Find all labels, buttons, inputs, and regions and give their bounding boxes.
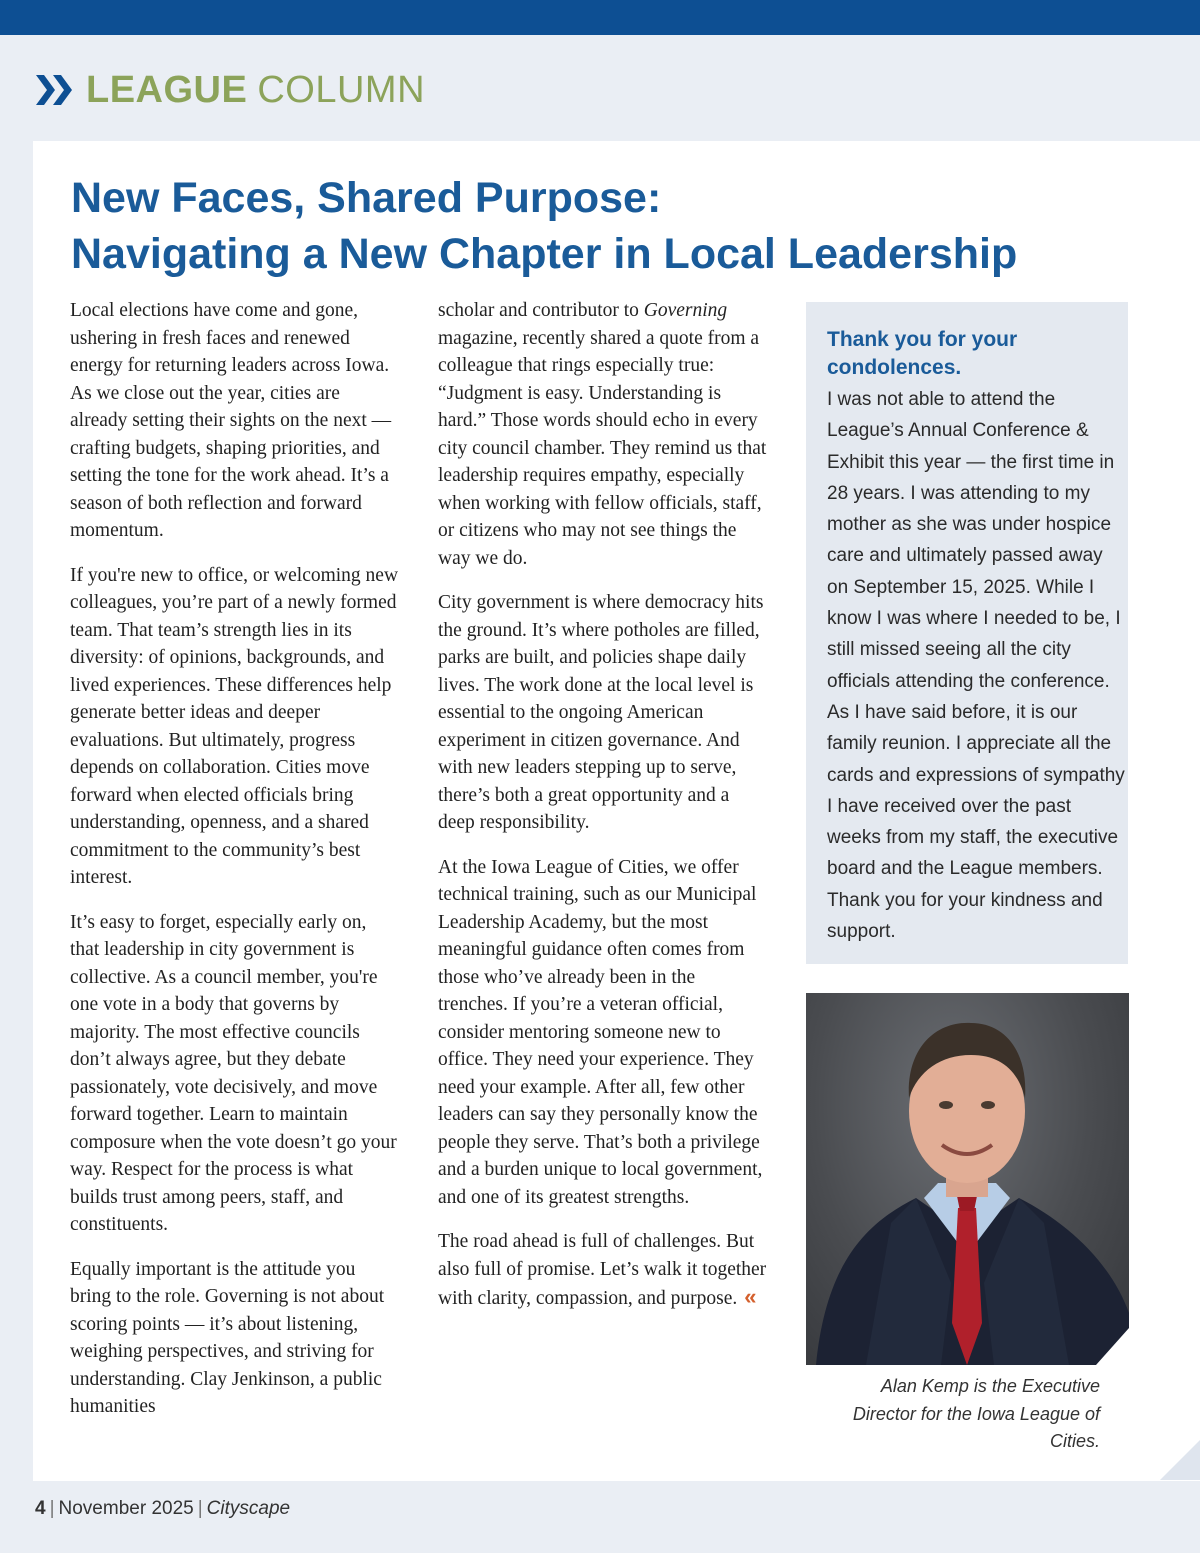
headline-line-2: Navigating a New Chapter in Local Leadership xyxy=(71,230,1018,278)
double-chevron-right-icon xyxy=(36,73,76,107)
paragraph: At the Iowa League of Cities, we offer technical training, such as our Municipal Leadership Academy, but the most meaningful guidance often comes from those who’ve already been in the trenches. If you’re a veteran official, consider mentoring someone new to office. They need your experience. They need your example. After all, few other leaders can say they personally know the people they serve. That’s both a privilege and a burden unique to local government, and one of its greatest strengths. xyxy=(438,856,763,1208)
article-column-2 xyxy=(438,297,768,1330)
magazine-name: Cityscape xyxy=(206,1498,291,1519)
section-title-strong: LEAGUE xyxy=(86,69,248,111)
paragraph: If you're new to office, or welcoming new colleagues, you’re part of a newly formed team. That team’s strength lies in its diversity: of opinions, backgrounds, and lived experiences. These differences help generate better ideas and deeper evaluations. But ultimately, progress depends on collaboration. Cities move forward when elected officials bring understanding, openness, and a shared commitment to the community’s best interest. xyxy=(70,564,399,888)
paragraph xyxy=(438,1228,768,1313)
issue-date: November 2025 xyxy=(58,1498,194,1519)
paragraph xyxy=(438,297,768,572)
publication-name: Governing xyxy=(643,300,728,321)
section-header xyxy=(36,64,425,116)
footer-separator: | xyxy=(197,1498,203,1519)
paragraph: Equally important is the attitude you bring to the role. Governing is not about scoring points — it’s about listening, weighing perspectives, and striving for understanding. Clay Jenkinson, a public humanities xyxy=(70,1258,385,1417)
author-photo xyxy=(806,993,1129,1365)
text-span: The road ahead is full of challenges. But also full of promise. Let’s walk it together with clarity, compassion, and purpose. xyxy=(438,1231,767,1309)
text-span: scholar and contributor to xyxy=(438,300,644,321)
text-span: magazine, recently shared a quote from a colleague that rings especially true: “Judgment is easy. Understanding is hard.” Those words should echo in every city council chamber. They remind us that leadership requires empathy, especially when working with fellow officials, staff, or citizens who may not see things the way we do. xyxy=(438,327,767,569)
section-title-light: COLUMN xyxy=(257,69,426,111)
top-color-bar xyxy=(0,0,1200,35)
sidebar-title: Thank you for your condolences. xyxy=(827,328,1018,379)
footer-separator: | xyxy=(49,1498,55,1519)
sidebar-body: I was not able to attend the League’s Annual Conference & Exhibit this year — the first time in 28 years. I was attending to my mother as she was under hospice care and ultimately passed away on September 15, 2025. While I know I was where I needed to be, I still missed seeing all the city officials attending the conference. As I have said before, it is our family reunion. I appreciate all the cards and expressions of sympathy I have received over the past weeks from my staff, the executive board and the League members. Thank you for your kindness and support. xyxy=(827,389,1125,943)
end-mark-icon: « xyxy=(744,1284,757,1309)
paragraph: It’s easy to forget, especially early on, that leadership in city government is collective. As a council member, you're one vote in a body that governs by majority. The most effective councils don’t always agree, but they debate passionately, vote decisively, and move forward together. Learn to maintain composure when the vote doesn’t go your way. Respect for the process is what builds trust among peers, staff, and constituents. xyxy=(70,911,397,1235)
page-corner xyxy=(1160,1440,1200,1480)
condolences-sidebar xyxy=(806,302,1128,964)
article-headline xyxy=(71,170,1161,282)
page-number: 4 xyxy=(35,1498,46,1519)
photo-caption: Alan Kemp is the Executive Director for the Iowa League of Cities. xyxy=(852,1376,1100,1451)
paragraph: City government is where democracy hits the ground. It’s where potholes are filled, parks are built, and policies shape daily lives. The work done at the local level is essential to the ongoing American experiment in citizen governance. And with new leaders stepping up to serve, there’s both a great opportunity and a deep responsibility. xyxy=(438,592,764,833)
paragraph: Local elections have come and gone, ushering in fresh faces and renewed energy for returning leaders across Iowa. As we close out the year, cities are already setting their sights on the next — crafting budgets, shaping priorities, and setting the tone for the work ahead. It’s a season of both reflection and forward momentum. xyxy=(70,300,392,541)
article-column-1 xyxy=(70,297,400,1438)
section-title xyxy=(86,71,425,109)
page-footer xyxy=(35,1498,290,1520)
portrait-illustration xyxy=(806,993,1129,1365)
headline-line-1: New Faces, Shared Purpose: xyxy=(71,174,662,222)
